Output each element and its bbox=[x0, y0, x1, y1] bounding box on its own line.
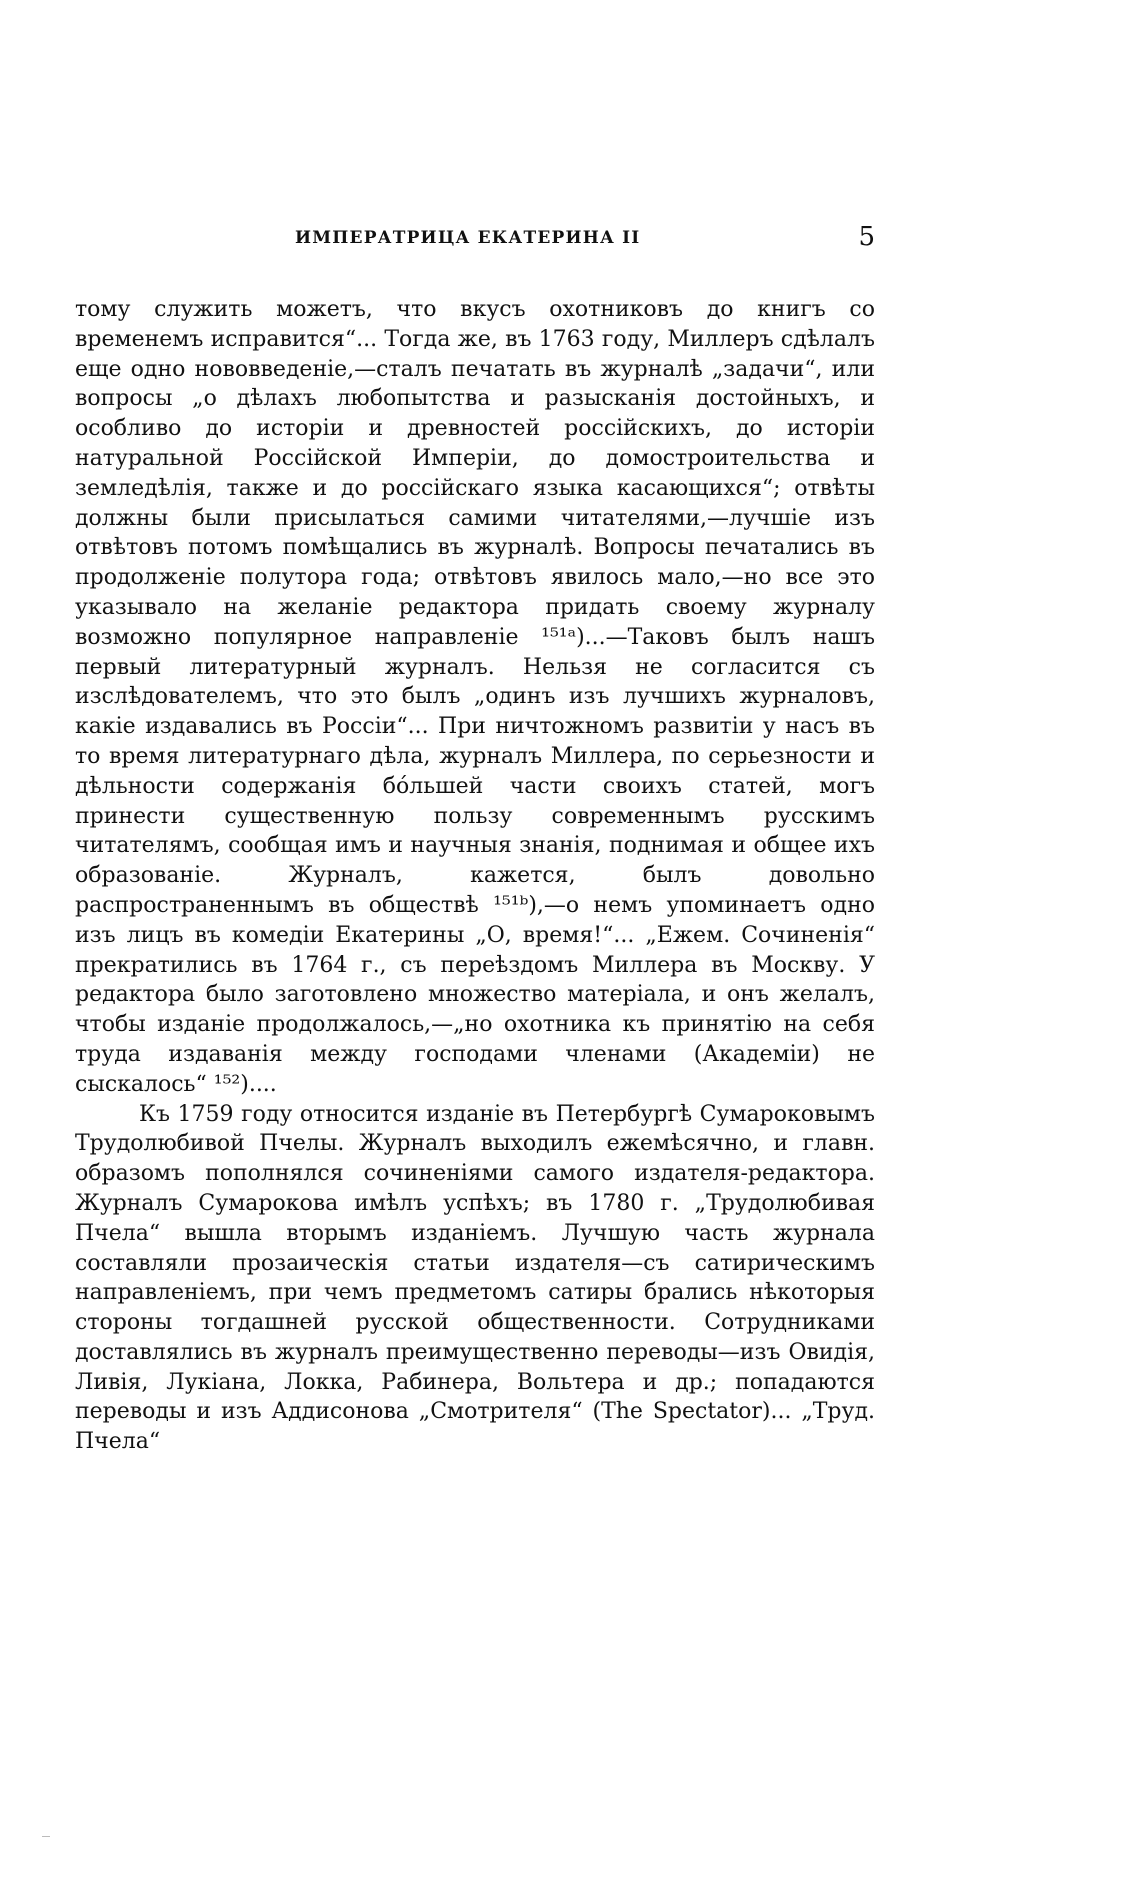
running-head bbox=[75, 222, 875, 258]
paragraph-1: тому служить можетъ, что вкусъ охотниковъ до книгъ со временемъ исправится“... Тогда же, въ 1763 году, Миллеръ сдѣлалъ еще одно нововведеніе,—сталъ печатать въ журналѣ „задачи“, или вопросы „о дѣлахъ любопытства и разысканія достойныхъ, и особливо до исторіи и древностей россійскихъ, до исторіи натуральной Россійской Имперіи, до домостроительства и земледѣлія, также и до россійскаго языка касающихся“; отвѣты должны были присылаться самими читателями,—лучшіе изъ отвѣтовъ потомъ помѣщались въ журналѣ. Вопросы печатались въ продолженіе полутора года; отвѣтовъ явилось мало,—но все это указывало на желаніе редактора придать своему журналу возможно популярное направленіе ¹⁵¹ᵃ)...—Таковъ былъ нашъ первый литературный журналъ. Нельзя не согласится съ изслѣдователемъ, что это былъ „одинъ изъ лучшихъ журналовъ, какіе издавались въ Россіи“... При ничтожномъ развитіи у насъ въ то время литературнаго дѣла, журналъ Миллера, по серьезности и дѣльности содержанія бóльшей части своихъ статей, могъ принести существенную пользу современнымъ русскимъ читателямъ, сообщая имъ и научныя знанія, поднимая и общее ихъ образованіе. Журналъ, кажется, былъ довольно распространеннымъ въ обществѣ ¹⁵¹ᵇ),—о немъ упоминаетъ одно изъ лицъ въ комедіи Екатерины „О, время!“... „Ежем. Сочиненія“ прекратились въ 1764 г., съ переѣздомъ Миллера въ Москву. У редактора было заготовлено множество матеріала, и онъ желалъ, чтобы изданіе продолжалось,—„но охотника къ принятію на себя труда издаванія между господами членами (Академіи) не сыскалось“ ¹⁵²).... bbox=[75, 297, 875, 1097]
page-number: 5 bbox=[858, 222, 875, 252]
margin-mark bbox=[42, 1836, 50, 1837]
body-text bbox=[75, 295, 875, 1457]
running-title: ИМПЕРАТРИЦА ЕКАТЕРИНА II bbox=[295, 228, 641, 248]
paragraph-2: Къ 1759 году относится изданіе въ Петербургѣ Сумароковымъ Трудолюбивой Пчелы. Журналъ выходилъ ежемѣсячно, и главн. образомъ пополнялся сочиненіями самого издателя-редактора. Журналъ Сумарокова имѣлъ успѣхъ; въ 1780 г. „Трудолюбивая Пчела“ вышла вторымъ изданіемъ. Лучшую часть журнала составляли прозаическія статьи издателя—съ сатирическимъ направленіемъ, при чемъ предметомъ сатиры брались нѣкоторыя стороны тогдашней русской общественности. Сотрудниками доставлялись въ журналъ преимущественно переводы—изъ Овидія, Ливія, Лукіана, Локка, Рабинера, Вольтера и др.; попадаются переводы и изъ Аддисонова „Смотрителя“ (The Spectator)... „Труд. Пчела“ bbox=[75, 1101, 875, 1455]
